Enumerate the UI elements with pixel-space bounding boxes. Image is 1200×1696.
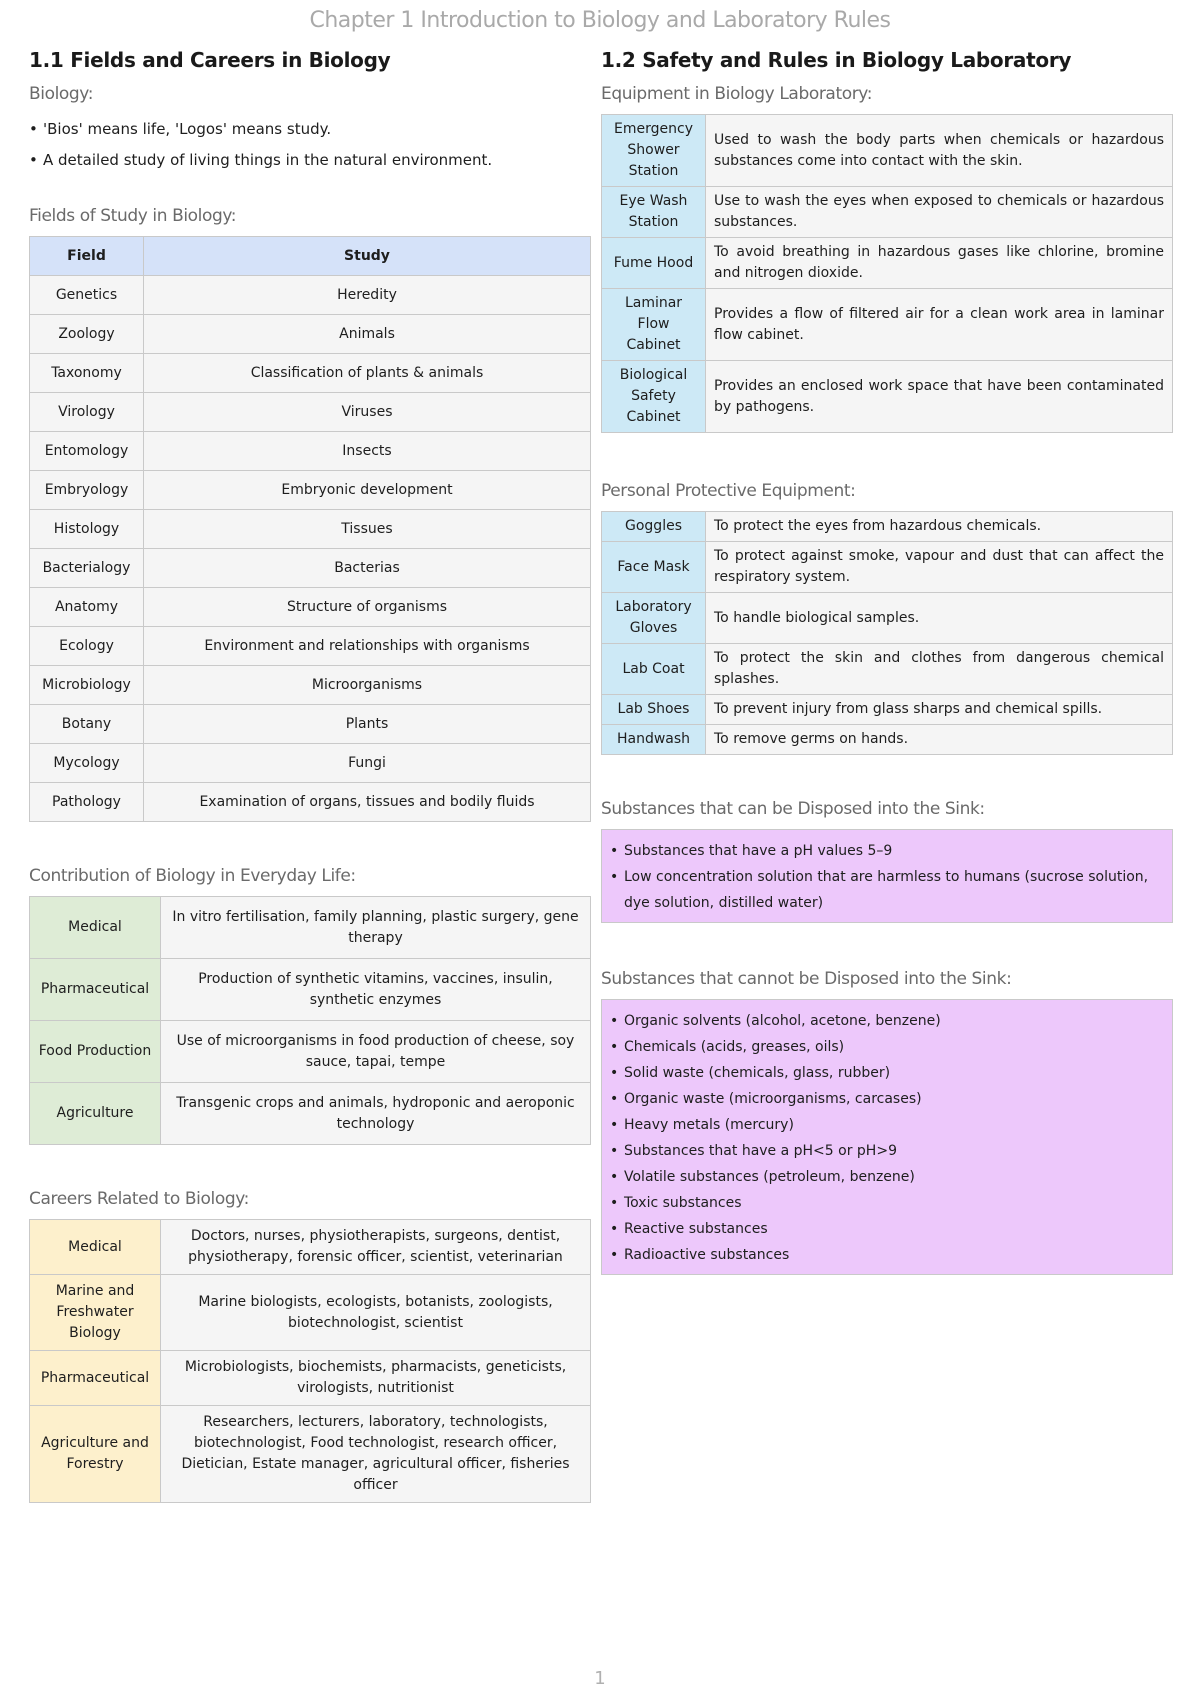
- study-cell: Plants: [144, 705, 591, 744]
- study-cell: Environment and relationships with organisms: [144, 627, 591, 666]
- list-item: • 'Bios' means life, 'Logos' means study.: [29, 114, 591, 145]
- description-cell: Transgenic crops and animals, hydroponic and aeroponic technology: [161, 1083, 591, 1145]
- study-cell: Embryonic development: [144, 471, 591, 510]
- equipment-name-cell: Eye Wash Station: [602, 187, 706, 238]
- ppe-table: [601, 511, 1173, 755]
- table-row: [30, 783, 591, 822]
- list-item: • Chemicals (acids, greases, oils): [610, 1034, 1164, 1060]
- table-row: [30, 276, 591, 315]
- field-cell: Virology: [30, 393, 144, 432]
- ppe-name-cell: Goggles: [602, 512, 706, 542]
- section-safety-rules: [601, 48, 1173, 1275]
- list-item: • Organic waste (microorganisms, carcases): [610, 1086, 1164, 1112]
- biology-label: Biology:: [29, 84, 94, 104]
- field-cell: Bacterialogy: [30, 549, 144, 588]
- field-cell: Zoology: [30, 315, 144, 354]
- description-cell: Provides an enclosed work space that have been contaminated by pathogens.: [706, 361, 1173, 433]
- area-cell: Food Production: [30, 1021, 161, 1083]
- column-header: Study: [144, 237, 591, 276]
- study-cell: Bacterias: [144, 549, 591, 588]
- field-cell: Taxonomy: [30, 354, 144, 393]
- table-row: [30, 627, 591, 666]
- contribution-label: Contribution of Biology in Everyday Life:: [29, 866, 356, 886]
- sink-no-label: Substances that cannot be Disposed into the Sink:: [601, 969, 1012, 989]
- careers-table: [29, 1219, 591, 1503]
- section-fields-careers: [29, 48, 591, 1503]
- table-row: [30, 705, 591, 744]
- description-cell: Provides a flow of filtered air for a clean work area in laminar flow cabinet.: [706, 289, 1173, 361]
- description-cell: Doctors, nurses, physiotherapists, surgeons, dentist, physiotherapy, forensic officer, scientist, veterinarian: [161, 1220, 591, 1275]
- section-heading: 1.2 Safety and Rules in Biology Laboratory: [601, 48, 1072, 72]
- study-cell: Examination of organs, tissues and bodily fluids: [144, 783, 591, 822]
- field-cell: Microbiology: [30, 666, 144, 705]
- table-row: [30, 315, 591, 354]
- equipment-name-cell: Laminar Flow Cabinet: [602, 289, 706, 361]
- study-cell: Viruses: [144, 393, 591, 432]
- description-cell: To handle biological samples.: [706, 593, 1173, 644]
- table-row: [602, 361, 1173, 433]
- study-cell: Insects: [144, 432, 591, 471]
- field-cell: Genetics: [30, 276, 144, 315]
- area-cell: Pharmaceutical: [30, 959, 161, 1021]
- table-row: [30, 1021, 591, 1083]
- field-cell: Pathology: [30, 783, 144, 822]
- equipment-label: Equipment in Biology Laboratory:: [601, 84, 873, 104]
- table-row: [30, 744, 591, 783]
- equipment-name-cell: Fume Hood: [602, 238, 706, 289]
- list-item: • Reactive substances: [610, 1216, 1164, 1242]
- study-cell: Heredity: [144, 276, 591, 315]
- table-row: [30, 588, 591, 627]
- ppe-name-cell: Handwash: [602, 725, 706, 755]
- list-item: • Radioactive substances: [610, 1242, 1164, 1268]
- description-cell: To protect the skin and clothes from dangerous chemical splashes.: [706, 644, 1173, 695]
- area-cell: Medical: [30, 1220, 161, 1275]
- study-cell: Microorganisms: [144, 666, 591, 705]
- table-row: [30, 1406, 591, 1503]
- sink-ok-label: Substances that can be Disposed into the Sink:: [601, 799, 985, 819]
- study-cell: Fungi: [144, 744, 591, 783]
- careers-label: Careers Related to Biology:: [29, 1189, 249, 1209]
- list-item: • Low concentration solution that are harmless to humans (sucrose solution, dye solution, distilled water): [610, 864, 1164, 916]
- description-cell: Researchers, lecturers, laboratory, technologists, biotechnologist, Food technologist, research officer, Dietician, Estate manager, agricultural officer, fisheries officer: [161, 1406, 591, 1503]
- table-row: [602, 644, 1173, 695]
- study-cell: Structure of organisms: [144, 588, 591, 627]
- table-row: [602, 238, 1173, 289]
- list-item: • Substances that have a pH<5 or pH>9: [610, 1138, 1164, 1164]
- table-row: [30, 432, 591, 471]
- fields-label: Fields of Study in Biology:: [29, 206, 237, 226]
- biology-definition-list: [29, 114, 591, 176]
- list-item: • Heavy metals (mercury): [610, 1112, 1164, 1138]
- table-row: [30, 1275, 591, 1351]
- column-header: Field: [30, 237, 144, 276]
- description-cell: Marine biologists, ecologists, botanists, zoologists, biotechnologist, scientist: [161, 1275, 591, 1351]
- page-title: Chapter 1 Introduction to Biology and Laboratory Rules: [309, 8, 891, 33]
- ppe-label: Personal Protective Equipment:: [601, 481, 856, 501]
- fields-table-body: [30, 276, 591, 822]
- area-cell: Agriculture and Forestry: [30, 1406, 161, 1503]
- description-cell: In vitro fertilisation, family planning, plastic surgery, gene therapy: [161, 897, 591, 959]
- description-cell: To protect against smoke, vapour and dust that can affect the respiratory system.: [706, 542, 1173, 593]
- study-cell: Animals: [144, 315, 591, 354]
- table-row: [602, 725, 1173, 755]
- table-row: [30, 1220, 591, 1275]
- equipment-name-cell: Emergency Shower Station: [602, 115, 706, 187]
- table-row: [30, 549, 591, 588]
- list-item: • Volatile substances (petroleum, benzene): [610, 1164, 1164, 1190]
- table-row: [30, 510, 591, 549]
- table-row: [602, 542, 1173, 593]
- list-item: • Toxic substances: [610, 1190, 1164, 1216]
- description-cell: Microbiologists, biochemists, pharmacists, geneticists, virologists, nutritionist: [161, 1351, 591, 1406]
- ppe-name-cell: Lab Shoes: [602, 695, 706, 725]
- field-cell: Botany: [30, 705, 144, 744]
- table-row: [30, 1083, 591, 1145]
- description-cell: To remove germs on hands.: [706, 725, 1173, 755]
- table-row: [602, 512, 1173, 542]
- list-item: • Organic solvents (alcohol, acetone, benzene): [610, 1008, 1164, 1034]
- ppe-name-cell: Lab Coat: [602, 644, 706, 695]
- sink-ok-box: [601, 829, 1173, 923]
- sink-no-box: [601, 999, 1173, 1275]
- ppe-name-cell: Face Mask: [602, 542, 706, 593]
- sink-ok-list: [610, 838, 1164, 916]
- table-row: [30, 1351, 591, 1406]
- description-cell: Use of microorganisms in food production of cheese, soy sauce, tapai, tempe: [161, 1021, 591, 1083]
- area-cell: Medical: [30, 897, 161, 959]
- list-item: • Substances that have a pH values 5–9: [610, 838, 1164, 864]
- table-row: [30, 471, 591, 510]
- field-cell: Histology: [30, 510, 144, 549]
- careers-table-body: [30, 1220, 591, 1503]
- table-row: [602, 695, 1173, 725]
- table-row: [30, 393, 591, 432]
- description-cell: Use to wash the eyes when exposed to chemicals or hazardous substances.: [706, 187, 1173, 238]
- table-row: [602, 115, 1173, 187]
- description-cell: To protect the eyes from hazardous chemicals.: [706, 512, 1173, 542]
- ppe-name-cell: Laboratory Gloves: [602, 593, 706, 644]
- section-heading: 1.1 Fields and Careers in Biology: [29, 48, 391, 72]
- page-number: 1: [594, 1668, 606, 1689]
- contribution-table: [29, 896, 591, 1145]
- area-cell: Pharmaceutical: [30, 1351, 161, 1406]
- area-cell: Marine and Freshwater Biology: [30, 1275, 161, 1351]
- equipment-table: [601, 114, 1173, 433]
- description-cell: To avoid breathing in hazardous gases like chlorine, bromine and nitrogen dioxide.: [706, 238, 1173, 289]
- study-cell: Classification of plants & animals: [144, 354, 591, 393]
- table-row: [602, 187, 1173, 238]
- field-cell: Mycology: [30, 744, 144, 783]
- table-row: [30, 959, 591, 1021]
- fields-table: [29, 236, 591, 822]
- field-cell: Anatomy: [30, 588, 144, 627]
- description-cell: To prevent injury from glass sharps and chemical spills.: [706, 695, 1173, 725]
- study-cell: Tissues: [144, 510, 591, 549]
- equipment-name-cell: Biological Safety Cabinet: [602, 361, 706, 433]
- description-cell: Production of synthetic vitamins, vaccines, insulin, synthetic enzymes: [161, 959, 591, 1021]
- description-cell: Used to wash the body parts when chemicals or hazardous substances come into contact with the skin.: [706, 115, 1173, 187]
- sink-no-list: [610, 1008, 1164, 1268]
- field-cell: Embryology: [30, 471, 144, 510]
- field-cell: Entomology: [30, 432, 144, 471]
- table-row: [602, 289, 1173, 361]
- table-row: [602, 593, 1173, 644]
- ppe-table-body: [602, 512, 1173, 755]
- table-row: [30, 354, 591, 393]
- equipment-table-body: [602, 115, 1173, 433]
- field-cell: Ecology: [30, 627, 144, 666]
- area-cell: Agriculture: [30, 1083, 161, 1145]
- contribution-table-body: [30, 897, 591, 1145]
- list-item: • A detailed study of living things in the natural environment.: [29, 145, 591, 176]
- table-row: [30, 666, 591, 705]
- list-item: • Solid waste (chemicals, glass, rubber): [610, 1060, 1164, 1086]
- table-row: [30, 897, 591, 959]
- table-header-row: [30, 237, 591, 276]
